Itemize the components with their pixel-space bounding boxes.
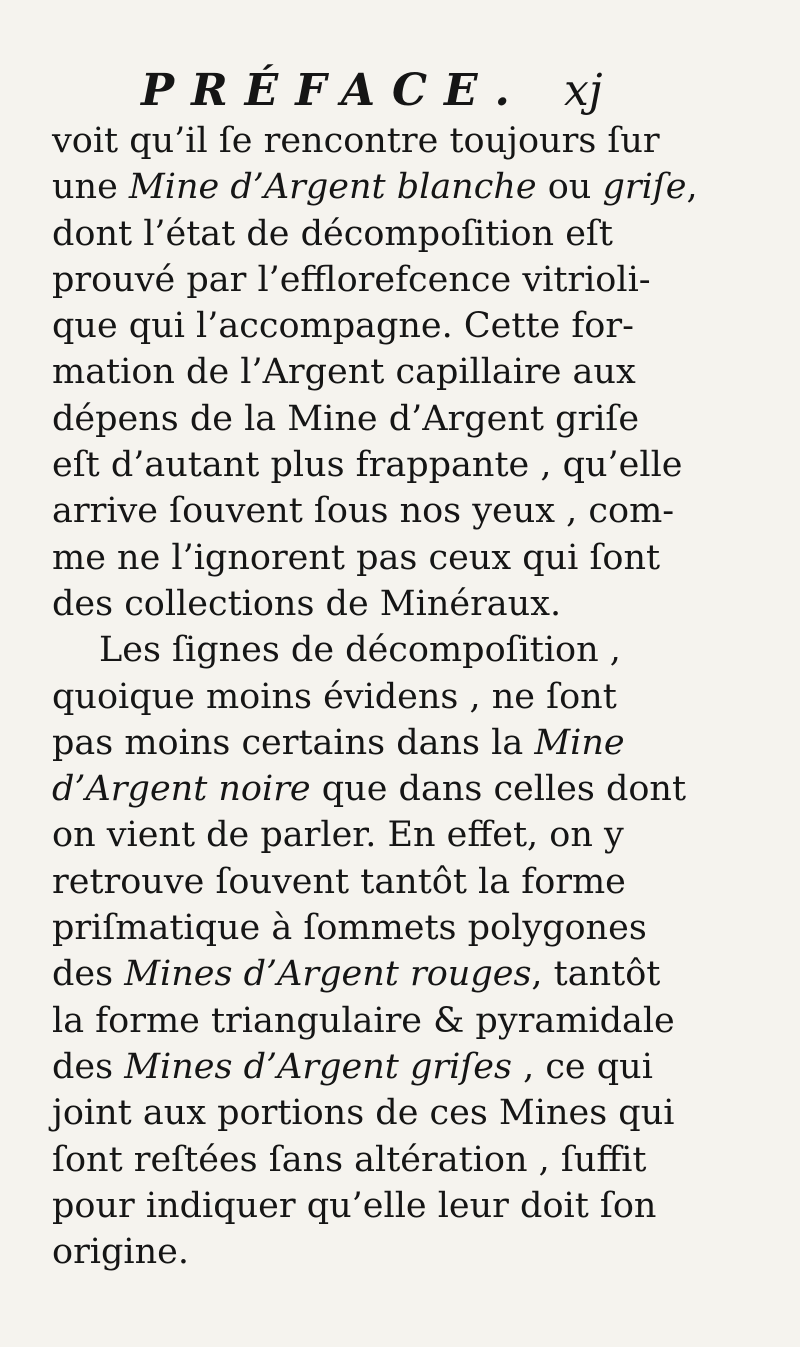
- body-text: [52, 118, 774, 1275]
- text-segment: me ne l’ignorent pas ceux qui ſont: [52, 537, 661, 578]
- text-line: [52, 257, 774, 303]
- text-segment: que dans celles dont: [310, 769, 687, 810]
- text-line: [52, 118, 774, 164]
- text-line: [52, 766, 774, 812]
- text-segment: pas moins certains dans la: [52, 722, 535, 763]
- text-line: [52, 349, 774, 395]
- text-segment: voit qu’il ſe rencontre toujours ſur: [52, 121, 660, 161]
- text-segment: retrouve ſouvent tantôt la forme: [52, 861, 626, 902]
- text-line: [52, 488, 774, 534]
- italic-text-segment: d’Argent noire: [52, 769, 311, 810]
- text-segment: arrive ſouvent ſous nos yeux , com-: [52, 491, 675, 532]
- text-segment: une: [52, 167, 129, 208]
- text-line: [52, 1183, 774, 1229]
- text-segment: eſt d’autant plus frappante , qu’elle: [52, 445, 683, 486]
- text-segment: Les ſignes de décompoſition ,: [99, 630, 621, 671]
- text-line: [52, 442, 774, 488]
- text-line: [52, 581, 774, 627]
- text-line: [52, 951, 774, 997]
- text-line: [52, 998, 774, 1044]
- text-segment: pour indiquer qu’elle leur doit ſon: [52, 1185, 657, 1226]
- text-line: [52, 396, 774, 442]
- text-segment: , ce qui: [511, 1046, 653, 1087]
- text-line: [52, 1229, 774, 1275]
- page-number: xj: [564, 65, 603, 116]
- text-line: [52, 535, 774, 581]
- text-line: [52, 1090, 774, 1136]
- text-line: [52, 720, 774, 766]
- text-line: [52, 1137, 774, 1183]
- paragraph-first-line: [52, 627, 774, 673]
- text-segment: origine.: [52, 1232, 189, 1273]
- text-segment: ou: [536, 167, 603, 208]
- italic-text-segment: Mine d’Argent blanche: [128, 167, 537, 208]
- text-segment: mation de l’Argent capillaire aux: [52, 352, 636, 393]
- italic-text-segment: Mine: [534, 722, 625, 763]
- text-line: [52, 812, 774, 858]
- text-line: [52, 674, 774, 720]
- text-segment: joint aux portions de ces Mines qui: [52, 1093, 675, 1134]
- text-segment: dont l’état de décompoſition eſt: [52, 213, 613, 254]
- text-line: [52, 905, 774, 951]
- text-segment: prouvé par l’efflorefcence vitrioli-: [52, 259, 651, 300]
- text-segment: quoique moins évidens , ne ſont: [52, 676, 617, 717]
- italic-text-segment: griſe: [602, 167, 687, 208]
- text-segment: priſmatique à ſommets polygones: [52, 908, 647, 949]
- text-line: [52, 859, 774, 905]
- text-segment: on vient de parler. En effet, on y: [52, 815, 624, 856]
- italic-text-segment: Mines d’Argent rouges: [124, 954, 532, 995]
- text-line: [52, 211, 774, 257]
- text-line: [52, 1044, 774, 1090]
- page-header: [141, 62, 741, 120]
- text-segment: la forme triangulaire & pyramidale: [52, 1000, 675, 1041]
- text-segment: dépens de la Mine d’Argent griſe: [52, 398, 640, 439]
- text-segment: , tantôt: [531, 954, 661, 995]
- text-segment: que qui l’accompagne. Cette for-: [52, 306, 634, 347]
- italic-text-segment: Mines d’Argent griſes: [124, 1046, 512, 1087]
- text-segment: des: [52, 954, 125, 995]
- text-segment: des: [52, 1046, 125, 1087]
- text-segment: ,: [686, 167, 698, 208]
- text-segment: des collections de Minéraux.: [52, 583, 562, 624]
- running-title: PRÉFACE.: [141, 65, 527, 116]
- text-line: [52, 303, 774, 349]
- text-segment: ſont reſtées ſans altération , ſuffit: [52, 1139, 647, 1180]
- text-line: [52, 164, 774, 210]
